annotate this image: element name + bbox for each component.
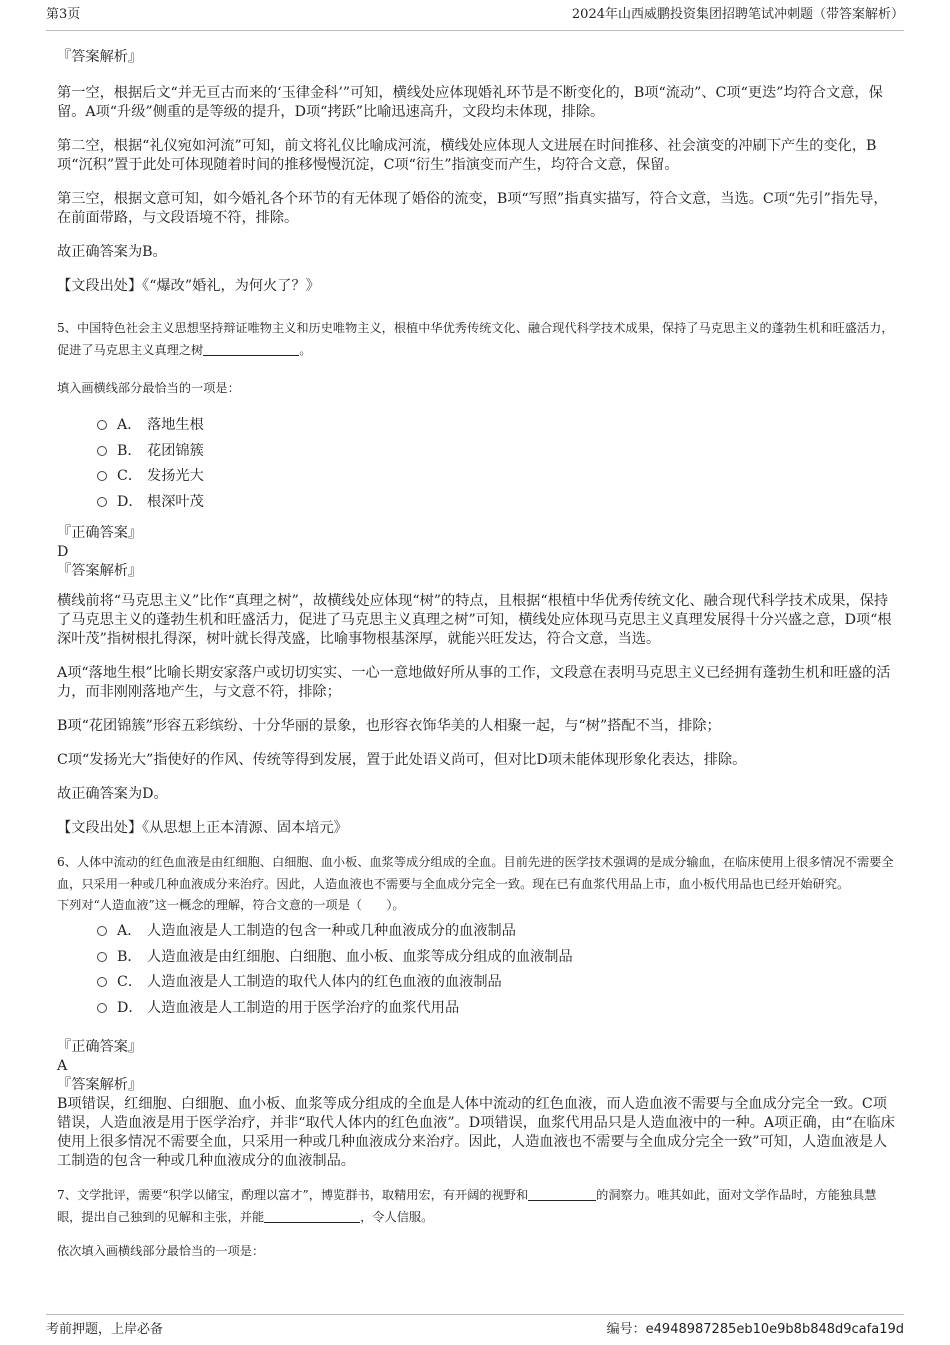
q5-source: 【文段出处】《从思想上正本清源、固本培元》 [57, 820, 348, 836]
page-header [46, 0, 904, 31]
radio-icon[interactable] [97, 420, 107, 430]
q5-option-d[interactable]: D． 根深叶茂 [97, 490, 897, 516]
radio-icon[interactable] [97, 926, 107, 936]
page-number: 第3页 [46, 7, 81, 22]
q5-options [97, 413, 897, 515]
q5-stem: 5、中国特色社会主义思想坚持辩证唯物主义和历史唯物主义，根植中华优秀传统文化、融合现代科学技术成果，保持了马克思主义的蓬勃生机和旺盛活力，促进了马克思主义真理之树 。 [57, 321, 894, 357]
q4-analysis-para-3: 第三空，根据文意可知，如今婚礼各个环节的有无体现了婚俗的流变，B项“写照”指真实描写，符合文意，当选。C项“先引”指先导，在前面带路，与文段语境不符，排除。 [57, 191, 888, 226]
radio-icon[interactable] [97, 446, 107, 456]
q6-stem: 6、人体中流动的红色血液是由红细胞、白细胞、血小板、血浆等成分组成的全血。目前先进的医学技术强调的是成分输血，在临床使用上很多情况不需要全血，只采用一种或几种血液成分来治疗。因此，人造血液也不需要与全血成分完全一致。现在已有血浆代用品上市，血小板代用品也已经开始研究。 [57, 855, 894, 891]
radio-icon[interactable] [97, 1003, 107, 1013]
page-content [57, 40, 897, 1261]
q6-analysis-label: 『答案解析』 [57, 1077, 143, 1093]
footer-slogan: 考前押题，上岸必备 [46, 1322, 164, 1337]
q5-prompt: 填入画横线部分最恰当的一项是： [57, 381, 240, 395]
q5-option-a[interactable]: A． 落地生根 [97, 413, 897, 439]
q4-conclusion: 故正确答案为B。 [57, 244, 167, 260]
q4-source: 【文段出处】《“爆改”婚礼，为何火了？》 [57, 278, 320, 294]
q6-option-b[interactable]: B． 人造血液是由红细胞、白细胞、血小板、血浆等成分组成的血液制品 [97, 945, 897, 971]
q5-analysis-para-2: A项“落地生根”比喻长期安家落户或切切实实、一心一意地做好所从事的工作，文段意在表明马克思主义已经拥有蓬勃生机和旺盛的活力，而非刚刚落地产生，与文意不符，排除； [57, 665, 891, 700]
q5-analysis-para-4: C项“发扬光大”指使好的作风、传统等得到发展，置于此处语义尚可，但对比D项未能体现形象化表达，排除。 [57, 752, 747, 768]
q5-option-c[interactable]: C． 发扬光大 [97, 464, 897, 490]
page-footer [46, 1314, 904, 1345]
q6-options [97, 919, 897, 1021]
q7-blank-1 [528, 1188, 596, 1201]
q4-analysis-para-2: 第二空，根据“礼仪宛如河流”可知，前文将礼仪比喻成河流，横线处应体现人文进展在时间推移、社会演变的冲刷下产生的变化，B项“沉积”置于此处可体现随着时间的推移慢慢沉淀，C项“衍生”指演变而产生，均符合文意，保留。 [57, 138, 877, 173]
q5-correct-label: 『正确答案』 [57, 525, 143, 541]
radio-icon[interactable] [97, 977, 107, 987]
q5-analysis-para-3: B项“花团锦簇”形容五彩缤纷、十分华丽的景象，也形容衣饰华美的人相聚一起，与“树”搭配不当，排除； [57, 718, 721, 734]
q5-option-b[interactable]: B． 花团锦簇 [97, 439, 897, 465]
q5-analysis-label: 『答案解析』 [57, 563, 143, 579]
q6-option-a[interactable]: A． 人造血液是人工制造的包含一种或几种血液成分的血液制品 [97, 919, 897, 945]
q6-analysis: B项错误，红细胞、白细胞、血小板、血浆等成分组成的全血是人体中流动的红色血液，而人造血液不需要与全血成分完全一致。C项错误，人造血液是用于医学治疗，并非“取代人体内的红色血液”。D项错误，血浆代用品只是人造血液中的一种。A项正确，由“在临床使用上很多情况不需要全血，只采用一种或几种血液成分来治疗。因此，人造血液也不需要与全血成分完全一致”可知，人造血液是人工制造的包含一种或几种血液成分的血液制品。 [57, 1096, 895, 1169]
q6-correct-value: A [57, 1058, 68, 1074]
q4-analysis-label: 『答案解析』 [57, 49, 143, 65]
q7-blank-2 [264, 1210, 360, 1223]
q5-conclusion: 故正确答案为D。 [57, 786, 168, 802]
q7-stem: 7、文学批评，需要“积学以储宝，酌理以富才”，博览群书，取精用宏，有开阔的视野和 的洞察力。唯其如此，面对文学作品时，方能独具慧眼，提出自己独到的见解和主张，并能 ，令人信服。 [57, 1188, 877, 1224]
radio-icon[interactable] [97, 471, 107, 481]
q6-option-c[interactable]: C． 人造血液是人工制造的取代人体内的红色血液的血液制品 [97, 970, 897, 996]
q5-analysis-para-1: 横线前将“马克思主义”比作“真理之树”，故横线处应体现“树”的特点，且根据“根植中华优秀传统文化、融合现代科学技术成果，保持了马克思主义的蓬勃生机和旺盛活力，促进了马克思主义真理之树”可知，横线处应体现马克思主义真理发展得十分兴盛之意，D项“根深叶茂”指树根扎得深，树叶就长得茂盛，比喻事物根基深厚，就能兴旺发达，符合文意，当选。 [57, 593, 892, 647]
q6-option-d[interactable]: D． 人造血液是人工制造的用于医学治疗的血浆代用品 [97, 996, 897, 1022]
q6-correct-label: 『正确答案』 [57, 1039, 143, 1055]
document-code: 编号：e4948987285eb10e9b8b848d9cafa19d [606, 1322, 904, 1337]
q6-prompt: 下列对“人造血液”这一概念的理解，符合文意的一项是（ ）。 [57, 898, 405, 912]
q4-analysis-para-1: 第一空，根据后文“并无亘古而来的‘玉律金科’”可知，横线处应体现婚礼环节是不断变化的，B项“流动”、C项“更迭”均符合文意，保留。A项“升级”侧重的是等级的提升，D项“拷跃”比喻迅速高升，文段均未体现，排除。 [57, 85, 883, 120]
radio-icon[interactable] [97, 952, 107, 962]
q5-correct-value: D [57, 544, 69, 560]
radio-icon[interactable] [97, 497, 107, 507]
q7-prompt: 依次填入画横线部分最恰当的一项是： [57, 1244, 265, 1258]
document-title: 2024年山西威鹏投资集团招聘笔试冲刺题（带答案解析） [571, 7, 904, 22]
q5-blank [203, 343, 299, 356]
